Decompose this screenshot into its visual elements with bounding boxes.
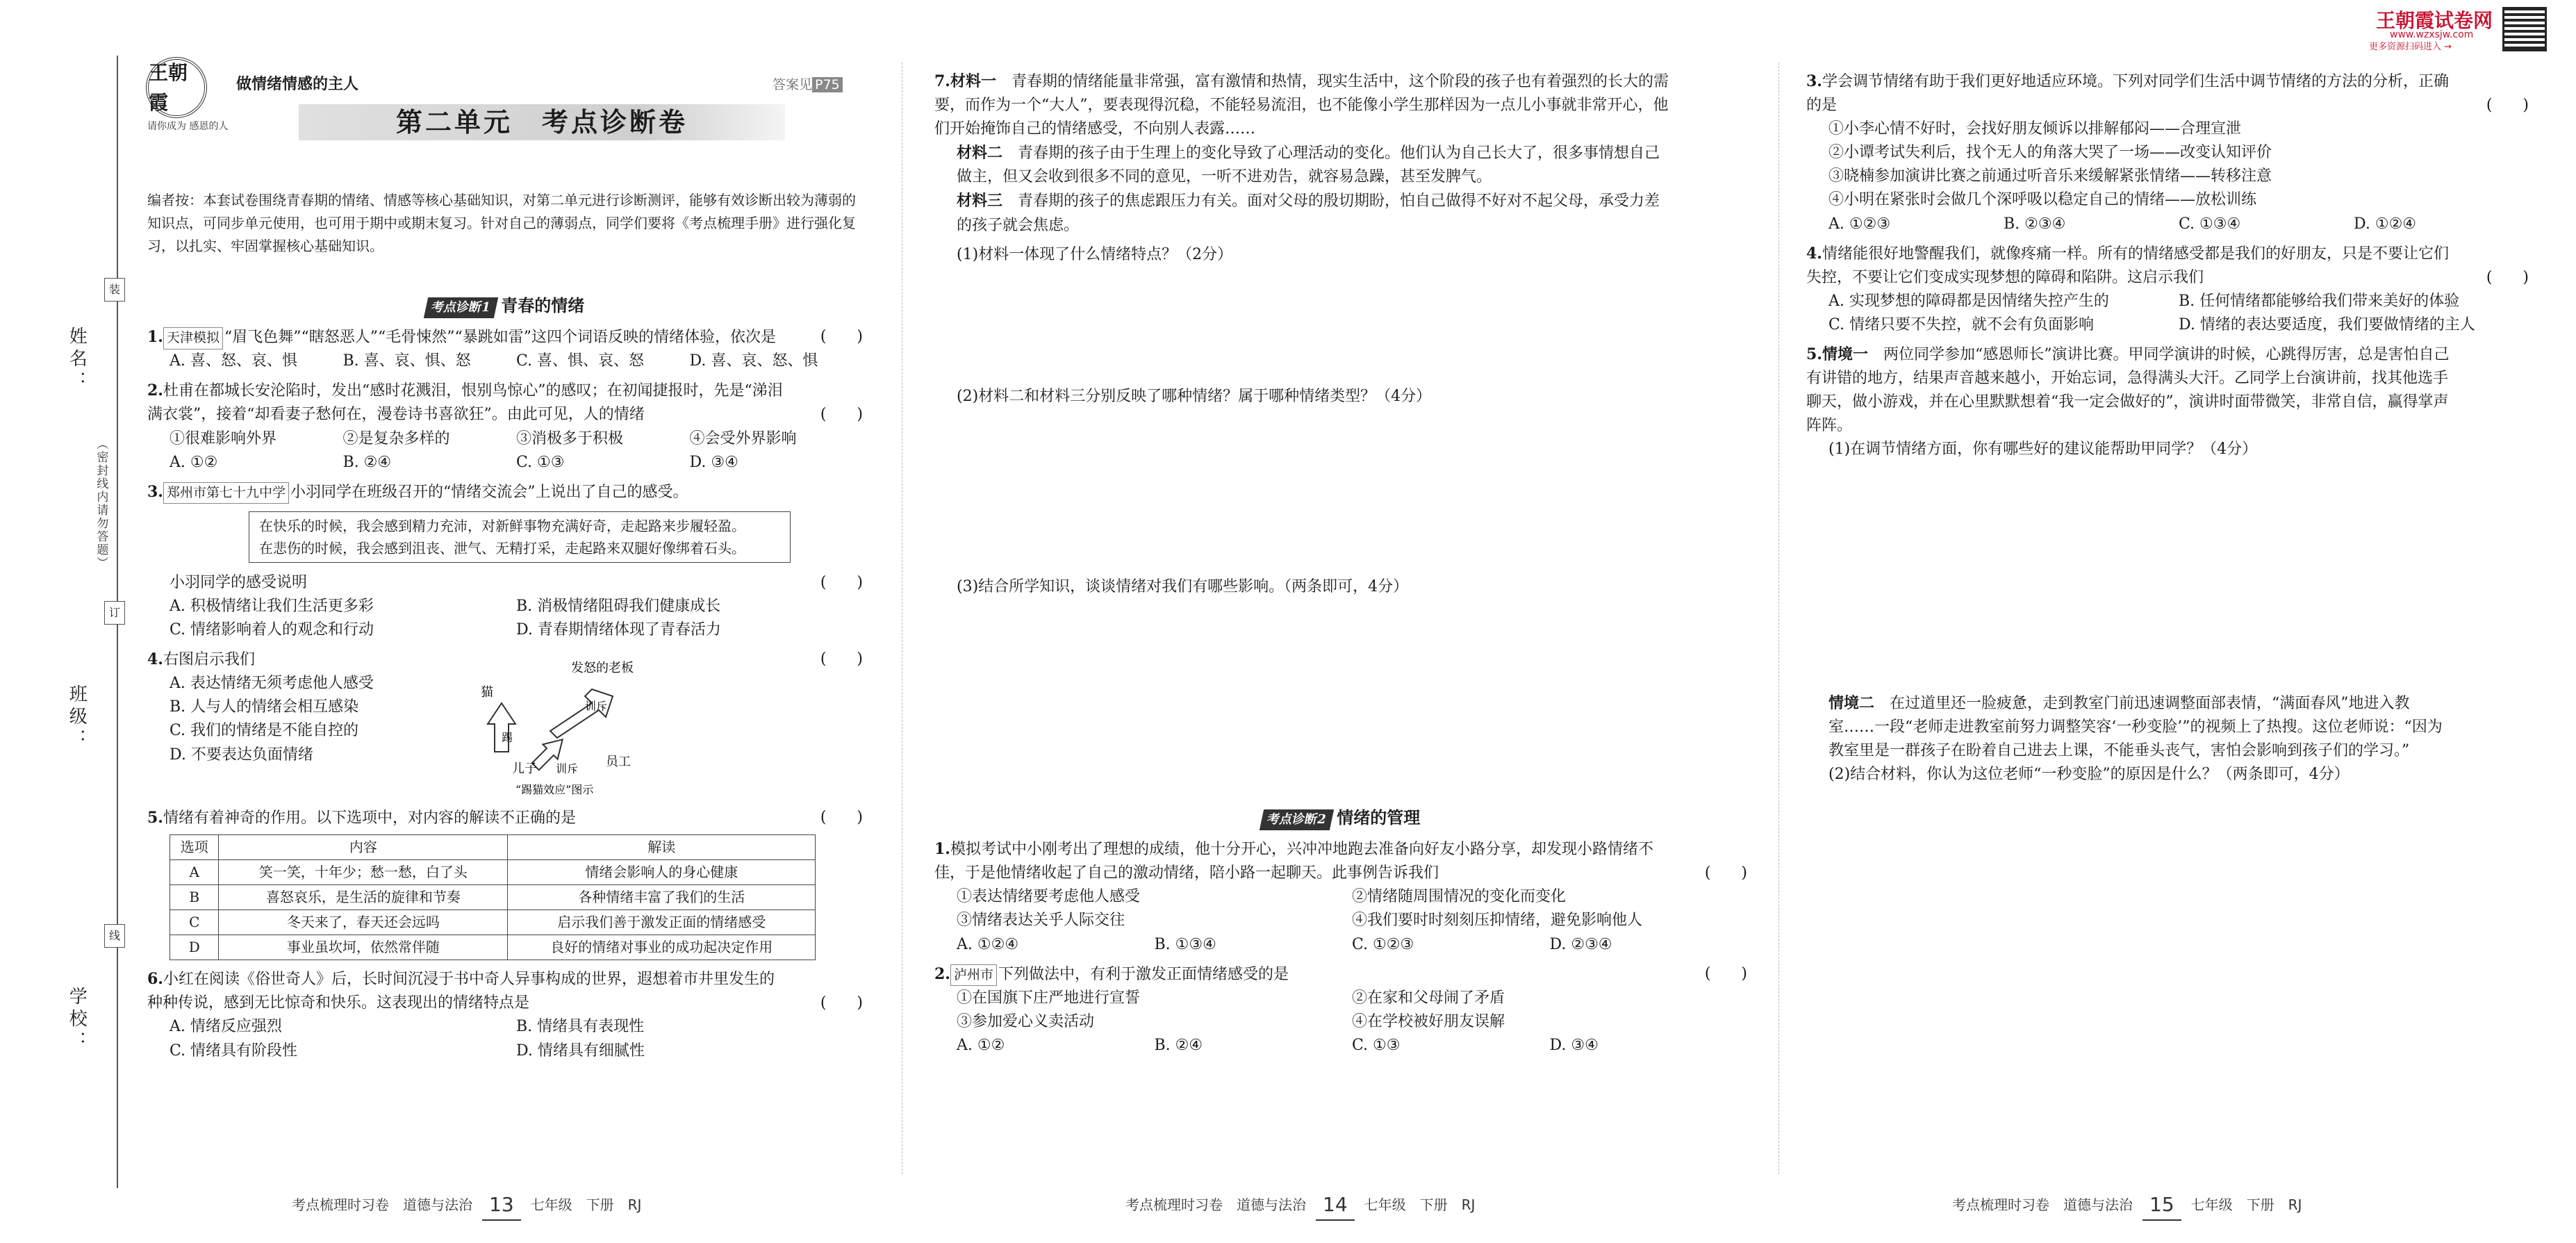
seal-note: （密封线内请勿答题） (94, 438, 108, 570)
question-p3-5: 5.情境一 两位同学参加“感恩师长”演讲比赛。甲同学演讲的时候，心跳得厉害，总是害怕自己有讲错的地方，结果声音越来越小，开始忘词，急得满头大汗。乙同学上台演讲前，找其他选手聊天，做小游戏，并在心里默默想着“我一定会做好的”，演讲时面带微笑，非常自信，赢得掌声阵阵。 (1)在调节情绪方面，你有哪些好的建议能帮助甲同学？（4分） 情境二 在过道里还一脸疲惫，走到教室门前迅速调整面部表情，“满面春风”地进入教室……一段“老师走进教室前努力调整笑容‘一秒变脸’”的视频上了热搜。这位老师说：“因为教室里是一群孩子在盼着自己进去上课，不能垂头丧气，害怕会影响到孩子们的学习。” (2)结合材料，你认为这位老师“一秒变脸”的原因是什么？（两条即可，4分） (1806, 345, 2450, 783)
question-p2-2: 2. 泸州市 下列做法中，有利于激发正面情绪感受的是 ( ) ①在国旗下庄严地进行宣誓 ②在家和父母闹了矛盾 ③参加爱心义卖活动 ④在学校被好朋友误解 A. ①② B. ②④ C. ①③ D. ③④ (934, 964, 1747, 1054)
diagram-label-staff: 员工 (606, 755, 631, 770)
question-7: 7.材料一 青春期的情绪能量非常强，富有激情和热情，现实生活中，这个阶段的孩子也有着强烈的长大的需要，而作为一个“大人”，要表现得沉稳，不能轻易流泪，也不能像小学生那样因为一点儿小事就非常开心，他们开始掩饰自己的情绪感受，不向别人表露…… 材料二 青春期的孩子由于生理上的变化导致了心理活动的变化。他们认为自己长大了，很多事情想自己做主，但又会收到很多不同的意见，一听不进劝告，就容易急躁，甚至发脾气。 材料三 青春期的孩子的焦虑跟压力有关。面对父母的殷切期盼，怕自己做得不好对不起父母，承受力差的孩子就会焦虑。 (1)材料一体现了什么情绪特点？（2分） (2)材料二和材料三分别反映了哪种情绪？属于哪种情绪类型？（4分） (3)结合所学知识，谈谈情绪对我们有哪些影响。（两条即可，4分） (934, 72, 1669, 595)
diagram-label-son: 儿子 (512, 762, 537, 777)
seal-mark: 线 (104, 924, 125, 948)
footer-page-14: 考点梳理时习卷 道德与法治 14 七年级 下册 RJ (1125, 1190, 1475, 1221)
editor-note: 编者按：本套试卷围绕青春期的情绪、情感等核心基础知识，对第二单元进行诊断测评，能够有效诊断出较为薄弱的知识点，可同步单元使用，也可用于期中或期末复习。针对自己的薄弱点，同学们要将《考点梳理手册》进行强化复习，以扎实、牢固掌握核心基础知识。 (147, 192, 856, 254)
page-title: 第二单元 考点诊断卷 (299, 104, 785, 140)
diagram-label-boss: 发怒的老板 (571, 661, 634, 676)
question-2: 2.杜甫在都城长安沦陷时，发出“感时花溅泪，恨别鸟惊心”的感叹；在初闻捷报时，先是“涕泪满衣裳”，接着“却看妻子愁何在，漫卷诗书喜欲狂”。由此可见，人的情绪 ( ) ①很难影响外界 ②是复杂多样的 ③消极多于积极 ④会受外界影响 A. ①② B. ②④ C. ①③ D. ③④ (147, 381, 863, 471)
page-divider (1778, 63, 1779, 1174)
question-4: 4.右图启示我们 ( ) A. 表达情绪无须考虑他人感受 B. 人与人的情绪会相互感染 C. 我们的情绪是不能自控的 D. 不要表达负面情绪 猫 发怒的老板 训斥 踢 儿子 训斥 员工 “踢猫效应”图示 (147, 648, 863, 800)
question-5: 5.情绪有着神奇的作用。以下选项中，对内容的解读不正确的是 ( ) 选项 内容 解读 A 笑一笑，十年少；愁一愁，白了头 情绪会影响人的身心健康 B 喜怒哀乐，是生活的旋律和节奏 各种情绪丰富了我们的生活 C 冬天来了，春天还会远吗 启示我们善于激发正面的情绪感受 D 事业虽坎坷，依然常伴随 良好的情绪对事业的成功起决定作用 (147, 806, 863, 960)
brand-tip: 更多资源扫码进入 → (2369, 42, 2452, 52)
school-label: 学校： (66, 987, 88, 1053)
column-page-14 (934, 69, 1747, 1063)
q5-table: 选项 内容 解读 A 笑一笑，十年少；愁一愁，白了头 情绪会影响人的身心健康 B 喜怒哀乐，是生活的旋律和节奏 各种情绪丰富了我们的生活 C 冬天来了，春天还会远吗 启示我们善于激发正面的情绪感受 D 事业虽坎坷，依然常伴随 良好的情绪对事业的成功起决定作用 (170, 834, 816, 960)
kick-cat-diagram (474, 648, 668, 797)
logo: 王朝霞 (146, 57, 207, 118)
seal-mark: 装 (104, 278, 125, 302)
brand-name: 王朝霞试卷网 (2376, 9, 2493, 32)
class-label: 班级： (66, 684, 88, 751)
question-p3-3: 3.学会调节情绪有助于我们更好地适应环境。下列对同学们生活中调节情绪的方法的分析，正确的是 ( ) ①小李心情不好时，会找好朋友倾诉以排解郁闷——合理宣泄 ②小谭考试失利后，找个无人的角落大哭了一场——改变认知评价 ③晓楠参加演讲比赛之前通过听音乐来缓解紧张情绪——转移注意 ④小明在紧张时会做几个深呼吸以稳定自己的情绪——放松训练 A. ①②③ B. ②③④ C. ①③④ D. ①②④ (1806, 72, 2529, 233)
unit-subtitle: 做情绪情感的主人 (236, 75, 359, 93)
footer-page-15: 考点梳理时习卷 道德与法治 15 七年级 下册 RJ (1952, 1190, 2302, 1221)
column-page-15 (1806, 69, 2529, 792)
diagram-label-cat: 猫 (481, 685, 493, 700)
footer-page-13: 考点梳理时习卷 道德与法治 13 七年级 下册 RJ (292, 1190, 641, 1221)
qr-code-icon[interactable] (2502, 7, 2547, 51)
diagram-label-kick: 踢 (502, 731, 513, 745)
question-p2-1: 1.模拟考试中小刚考出了理想的成绩，他十分开心，兴冲冲地跑去准备向好友小路分享，却发现小路情绪不佳，于是他情绪收起了自己的激动情绪，陪小路一起聊天。此事例告诉我们 ( ) ①表达情绪要考虑他人感受 ②情绪随周围情况的变化而变化 ③情绪表达关乎人际交往 ④我们要时时刻刻压抑情绪，避免影响他人 A. ①②④ B. ①③④ C. ①②③ D. ②③④ (934, 840, 1747, 953)
question-p3-4: 4.情绪能很好地警醒我们，就像疼痛一样。所有的情绪感受都是我们的好朋友，只是不要让它们失控，不要让它们变成实现梦想的障碍和陷阱。这启示我们 ( ) A. 实现梦想的障碍都是因情绪失控产生的 B. 任何情绪都能够给我们带来美好的体验 C. 情绪只要不失控，就不会有负面影响 D. 情绪的表达要适度，我们要做情绪的主人 (1806, 244, 2529, 334)
column-page-13 (147, 281, 863, 1069)
diagram-label-scold: 训斥 (556, 762, 579, 776)
answer-reference: 答案见 P75 (773, 75, 843, 95)
brand-url: www.wzxsjw.com (2390, 29, 2474, 40)
diagram-label-scold: 训斥 (585, 700, 608, 714)
question-6: 6.小红在阅读《俗世奇人》后，长时间沉浸于书中奇人异事构成的世界，遐想着市井里发生的种种传说，感到无比惊奇和快乐。这表现出的情绪特点是 ( ) A. 情绪反应强烈 B. 情绪具有表现性 C. 情绪具有阶段性 D. 情绪具有细腻性 (147, 970, 863, 1060)
seal-mark: 订 (104, 601, 125, 625)
question-1: 1. 天津模拟 “眉飞色舞”“瞎怒恶人”“毛骨悚然”“暴跳如雷”这四个词语反映的情绪体验，依次是 ( ) A. 喜、怒、哀、惧 B. 喜、哀、惧、怒 C. 喜、惧、哀、怒 D. 喜、哀、怒、惧 (147, 328, 863, 370)
diagram-caption: “踢猫效应”图示 (515, 783, 594, 797)
name-label: 姓名： (66, 327, 88, 393)
question-3: 3. 郑州市第七十九中学 小羽同学在班级召开的“情绪交流会”上说出了自己的感受。 在快乐的时候，我会感到精力充沛，对新鲜事物充满好奇，走起路来步履轻盈。 在悲伤的时候，我会感到沮丧、泄气、无精打采，走起路来双腿好像绑着石头。 小羽同学的感受说明 ( ) A. 积极情绪让我们生活更多彩 B. 消极情绪阻碍我们健康成长 C. 情绪影响着人的观念和行动 D. 青春期情绪体现了青春活力 (147, 482, 863, 639)
section-title: 考点诊断2 情绪的管理 (934, 805, 1747, 830)
logo-subtitle: 请你成为 感恩的人 (147, 121, 229, 132)
section-title: 考点诊断1 青春的情绪 (147, 293, 863, 318)
